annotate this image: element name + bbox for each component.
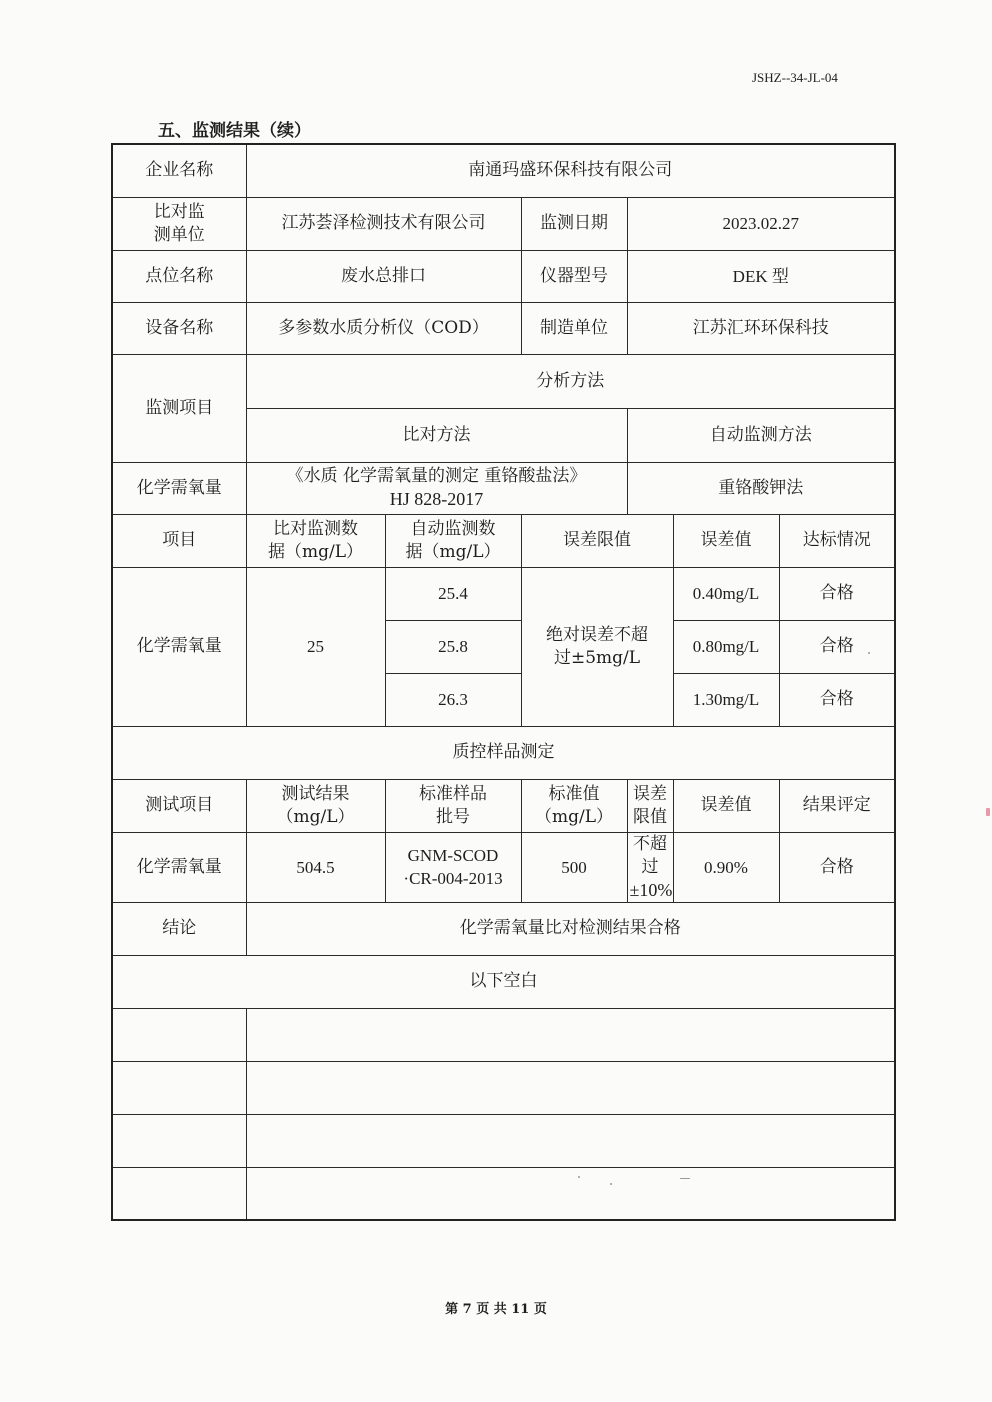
maker-value: 江苏汇环环保科技 [627, 302, 895, 354]
qc-item: 化学需氧量 [112, 832, 246, 902]
scan-speck [578, 1176, 580, 1178]
empty-cell [246, 1008, 895, 1061]
qc-batch: GNM-SCOD ·CR-004-2013 [385, 832, 521, 902]
analysis-method-label: 分析方法 [246, 354, 895, 408]
empty-cell [112, 1114, 246, 1167]
qc-result-header: 测试结果 （mg/L） [246, 779, 385, 832]
scan-speck [868, 652, 870, 654]
comparison-item-header: 项目 [112, 514, 246, 567]
qc-title-row [112, 726, 895, 779]
qc-error: 0.90% [673, 832, 779, 902]
status-value: 合格 [779, 673, 895, 726]
empty-cell [246, 1061, 895, 1114]
compare-method-value [246, 462, 627, 514]
method-value-row [112, 462, 895, 514]
error-value: 0.80mg/L [673, 620, 779, 673]
point-label: 点位名称 [112, 250, 246, 302]
blank-note: 以下空白 [112, 955, 895, 1008]
method-header-row [112, 354, 895, 408]
limit-value: 绝对误差不超 过±5mg/L [521, 567, 673, 726]
empty-row [112, 1061, 895, 1114]
qc-limit-header: 误差 限值 [627, 779, 673, 832]
scan-speck [680, 1178, 690, 1179]
qc-item-header: 测试项目 [112, 779, 246, 832]
compare-method-label: 比对方法 [246, 408, 627, 462]
scan-speck [610, 1183, 612, 1185]
empty-cell [112, 1061, 246, 1114]
qc-limit: 不超过 ±10% [627, 832, 673, 902]
qc-value-row [112, 832, 895, 902]
point-value: 废水总排口 [246, 250, 521, 302]
model-value: DEK 型 [627, 250, 895, 302]
qc-batch-header: 标准样品 批号 [385, 779, 521, 832]
date-value: 2023.02.27 [627, 197, 895, 250]
empty-cell [112, 1167, 246, 1220]
scan-speck [986, 808, 990, 816]
limit-header: 误差限值 [521, 514, 673, 567]
empty-cell [246, 1167, 895, 1220]
compare-value: 25 [246, 567, 385, 726]
auto-value: 26.3 [385, 673, 521, 726]
compare-method-standard-name: 《水质 化学需氧量的测定 重铬酸盐法》 [286, 466, 587, 486]
compare-method-standard-code: HJ 828-2017 [389, 489, 484, 509]
empty-cell [246, 1114, 895, 1167]
empty-cell [112, 1008, 246, 1061]
auto-value: 25.8 [385, 620, 521, 673]
auto-data-header: 自动监测数 据（mg/L） [385, 514, 521, 567]
status-value: 合格 [779, 620, 895, 673]
qc-result: 504.5 [246, 832, 385, 902]
qc-header-row [112, 779, 895, 832]
model-label: 仪器型号 [521, 250, 627, 302]
device-label: 设备名称 [112, 302, 246, 354]
date-label: 监测日期 [521, 197, 627, 250]
section-title: 五、监测结果（续） [158, 121, 311, 141]
error-header: 误差值 [673, 514, 779, 567]
qc-eval-header: 结果评定 [779, 779, 895, 832]
blank-note-row [112, 955, 895, 1008]
compare-unit-value: 江苏荟泽检测技术有限公司 [246, 197, 521, 250]
empty-row [112, 1114, 895, 1167]
compare-unit-label: 比对监测单位 [112, 197, 246, 250]
qc-std-header: 标准值 （mg/L） [521, 779, 627, 832]
point-row [112, 250, 895, 302]
maker-label: 制造单位 [521, 302, 627, 354]
monitoring-result-table [111, 143, 896, 1221]
device-row [112, 302, 895, 354]
page-number: 第 7 页 共 11 页 [445, 1302, 547, 1317]
status-value: 合格 [779, 567, 895, 620]
comparison-item: 化学需氧量 [112, 567, 246, 726]
error-value: 0.40mg/L [673, 567, 779, 620]
table-row [112, 567, 895, 620]
method-item-value: 化学需氧量 [112, 462, 246, 514]
qc-error-header: 误差值 [673, 779, 779, 832]
compare-data-header: 比对监测数 据（mg/L） [246, 514, 385, 567]
company-value: 南通玛盛环保科技有限公司 [246, 144, 895, 197]
error-value: 1.30mg/L [673, 673, 779, 726]
conclusion-value: 化学需氧量比对检测结果合格 [246, 902, 895, 955]
item-label: 监测项目 [112, 354, 246, 462]
qc-std: 500 [521, 832, 627, 902]
comparison-header-row [112, 514, 895, 567]
empty-row [112, 1167, 895, 1220]
status-header: 达标情况 [779, 514, 895, 567]
document-code: JSHZ--34-JL-04 [752, 70, 838, 85]
auto-method-label: 自动监测方法 [627, 408, 895, 462]
qc-eval: 合格 [779, 832, 895, 902]
company-row [112, 144, 895, 197]
company-label: 企业名称 [112, 144, 246, 197]
conclusion-row [112, 902, 895, 955]
device-value: 多参数水质分析仪（COD） [246, 302, 521, 354]
auto-method-value: 重铬酸钾法 [627, 462, 895, 514]
empty-row [112, 1008, 895, 1061]
conclusion-label: 结论 [112, 902, 246, 955]
compare-unit-row [112, 197, 895, 250]
auto-value: 25.4 [385, 567, 521, 620]
qc-title: 质控样品测定 [112, 726, 895, 779]
